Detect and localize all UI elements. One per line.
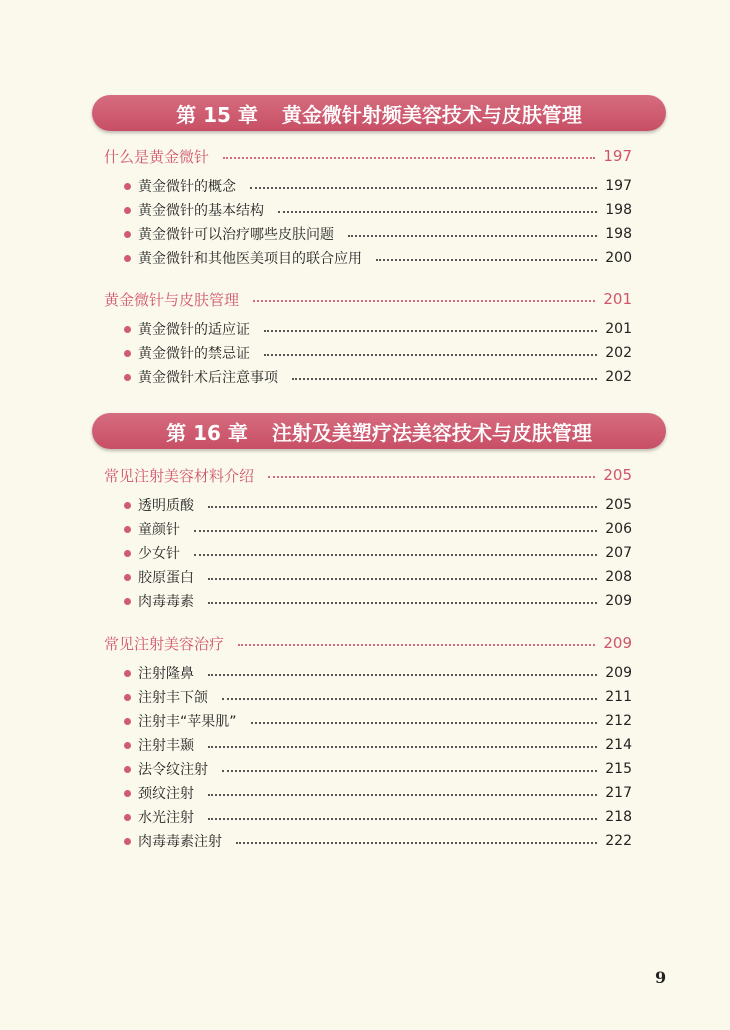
bullet-icon: [124, 694, 131, 701]
chapter-title: 黄金微针射频美容技术与皮肤管理: [281, 102, 582, 127]
dot-leader: [264, 354, 597, 356]
dot-leader: [194, 554, 597, 556]
page-number: 211: [605, 689, 632, 705]
bullet-icon: [124, 742, 131, 749]
dot-leader: [348, 235, 597, 237]
bullet-icon: [124, 526, 131, 533]
toc-entry[interactable]: [124, 686, 632, 708]
entry-title: 黄金微针可以治疗哪些皮肤问题: [138, 227, 334, 243]
bullet-icon: [124, 790, 131, 797]
entry-title: 黄金微针的概念: [138, 179, 236, 195]
page-number: 209: [605, 593, 632, 609]
toc-entry[interactable]: [124, 710, 632, 732]
entry-title: 童颜针: [138, 522, 180, 538]
dot-leader: [222, 698, 597, 700]
page-number: 197: [603, 147, 632, 165]
page-number: 205: [605, 497, 632, 513]
bullet-icon: [124, 502, 131, 509]
toc-entry[interactable]: [124, 782, 632, 804]
bullet-icon: [124, 207, 131, 214]
entry-title: 肉毒毒素: [138, 594, 194, 610]
page-number: 202: [605, 369, 632, 385]
page-number: 202: [605, 345, 632, 361]
page-number: 200: [605, 250, 632, 266]
toc-entry[interactable]: [124, 494, 632, 516]
toc-entry[interactable]: [124, 318, 632, 340]
entry-title: 少女针: [138, 546, 180, 562]
entry-title: 透明质酸: [138, 498, 194, 514]
entry-title: 注射隆鼻: [138, 666, 194, 682]
bullet-icon: [124, 814, 131, 821]
dot-leader: [208, 818, 597, 820]
page-number: 201: [605, 321, 632, 337]
dot-leader: [238, 644, 595, 646]
bullet-icon: [124, 670, 131, 677]
page-number: 207: [605, 545, 632, 561]
entry-title: 肉毒毒素注射: [138, 834, 222, 850]
page-number: 214: [605, 737, 632, 753]
page-number: 208: [605, 569, 632, 585]
page-number: 209: [605, 665, 632, 681]
entry-title: 法令纹注射: [138, 762, 208, 778]
bullet-icon: [124, 350, 131, 357]
toc-entry[interactable]: [124, 734, 632, 756]
bullet-icon: [124, 574, 131, 581]
toc-entry[interactable]: [124, 366, 632, 388]
toc-entry[interactable]: [124, 223, 632, 245]
page-number: 198: [605, 226, 632, 242]
entry-title: 水光注射: [138, 810, 194, 826]
entry-title: 注射丰颞: [138, 738, 194, 754]
bullet-icon: [124, 718, 131, 725]
toc-entry[interactable]: [124, 830, 632, 852]
dot-leader: [253, 300, 595, 302]
toc-entry[interactable]: [124, 247, 632, 269]
page-number: 212: [605, 713, 632, 729]
page-number: 197: [605, 178, 632, 194]
toc-entry[interactable]: [124, 662, 632, 684]
page-number: 201: [603, 290, 632, 308]
section-title: 什么是黄金微针: [104, 147, 210, 166]
page-number: 215: [605, 761, 632, 777]
chapter-number: 第 15 章: [176, 102, 258, 127]
dot-leader: [223, 157, 595, 159]
entry-title: 注射丰下颌: [138, 690, 208, 706]
page-number: 217: [605, 785, 632, 801]
entry-title: 胶原蛋白: [138, 570, 194, 586]
entry-title: 颈纹注射: [138, 786, 194, 802]
chapter-title: 注射及美塑疗法美容技术与皮肤管理: [271, 420, 592, 445]
entry-title: 黄金微针的适应证: [138, 322, 250, 338]
page-number: 218: [605, 809, 632, 825]
dot-leader: [251, 722, 598, 724]
dot-leader: [208, 506, 597, 508]
entry-title: 黄金微针的基本结构: [138, 203, 264, 219]
bullet-icon: [124, 183, 131, 190]
section-title: 常见注射美容治疗: [104, 634, 225, 653]
dot-leader: [376, 259, 597, 261]
entry-title: 黄金微针的禁忌证: [138, 346, 250, 362]
bullet-icon: [124, 838, 131, 845]
page-number: 206: [605, 521, 632, 537]
toc-entry[interactable]: [124, 758, 632, 780]
toc-section[interactable]: [104, 145, 632, 167]
toc-entry[interactable]: [124, 175, 632, 197]
toc-entry[interactable]: [124, 806, 632, 828]
dot-leader: [208, 746, 597, 748]
toc-entry[interactable]: [124, 342, 632, 364]
bullet-icon: [124, 550, 131, 557]
toc-entry[interactable]: [124, 518, 632, 540]
toc-section[interactable]: [104, 464, 632, 486]
entry-title: 注射丰“苹果肌”: [138, 714, 237, 730]
chapter-15-header: [92, 95, 666, 131]
toc-entry[interactable]: [124, 590, 632, 612]
page-number: 198: [605, 202, 632, 218]
toc-section[interactable]: [104, 288, 632, 310]
section-title: 常见注射美容材料介绍: [104, 466, 255, 485]
bullet-icon: [124, 326, 131, 333]
bullet-icon: [124, 598, 131, 605]
toc-section[interactable]: [104, 632, 632, 654]
bullet-icon: [124, 255, 131, 262]
dot-leader: [268, 476, 595, 478]
page-number: 222: [605, 833, 632, 849]
dot-leader: [264, 330, 597, 332]
toc-entry[interactable]: [124, 542, 632, 564]
page-folio: 9: [655, 968, 667, 987]
entry-title: 黄金微针和其他医美项目的联合应用: [138, 251, 362, 267]
section-title: 黄金微针与皮肤管理: [104, 290, 240, 309]
dot-leader: [194, 530, 597, 532]
dot-leader: [236, 842, 597, 844]
bullet-icon: [124, 231, 131, 238]
bullet-icon: [124, 766, 131, 773]
entry-title: 黄金微针术后注意事项: [138, 370, 278, 386]
toc-entry[interactable]: [124, 199, 632, 221]
chapter-number: 第 16 章: [166, 420, 248, 445]
page-number: 205: [603, 466, 632, 484]
page-number: 209: [603, 634, 632, 652]
bullet-icon: [124, 374, 131, 381]
dot-leader: [250, 187, 597, 189]
dot-leader: [292, 378, 597, 380]
dot-leader: [222, 770, 597, 772]
dot-leader: [208, 602, 597, 604]
chapter-16-header: [92, 413, 666, 449]
toc-entry[interactable]: [124, 566, 632, 588]
dot-leader: [208, 578, 597, 580]
dot-leader: [208, 674, 597, 676]
dot-leader: [208, 794, 597, 796]
dot-leader: [278, 211, 597, 213]
